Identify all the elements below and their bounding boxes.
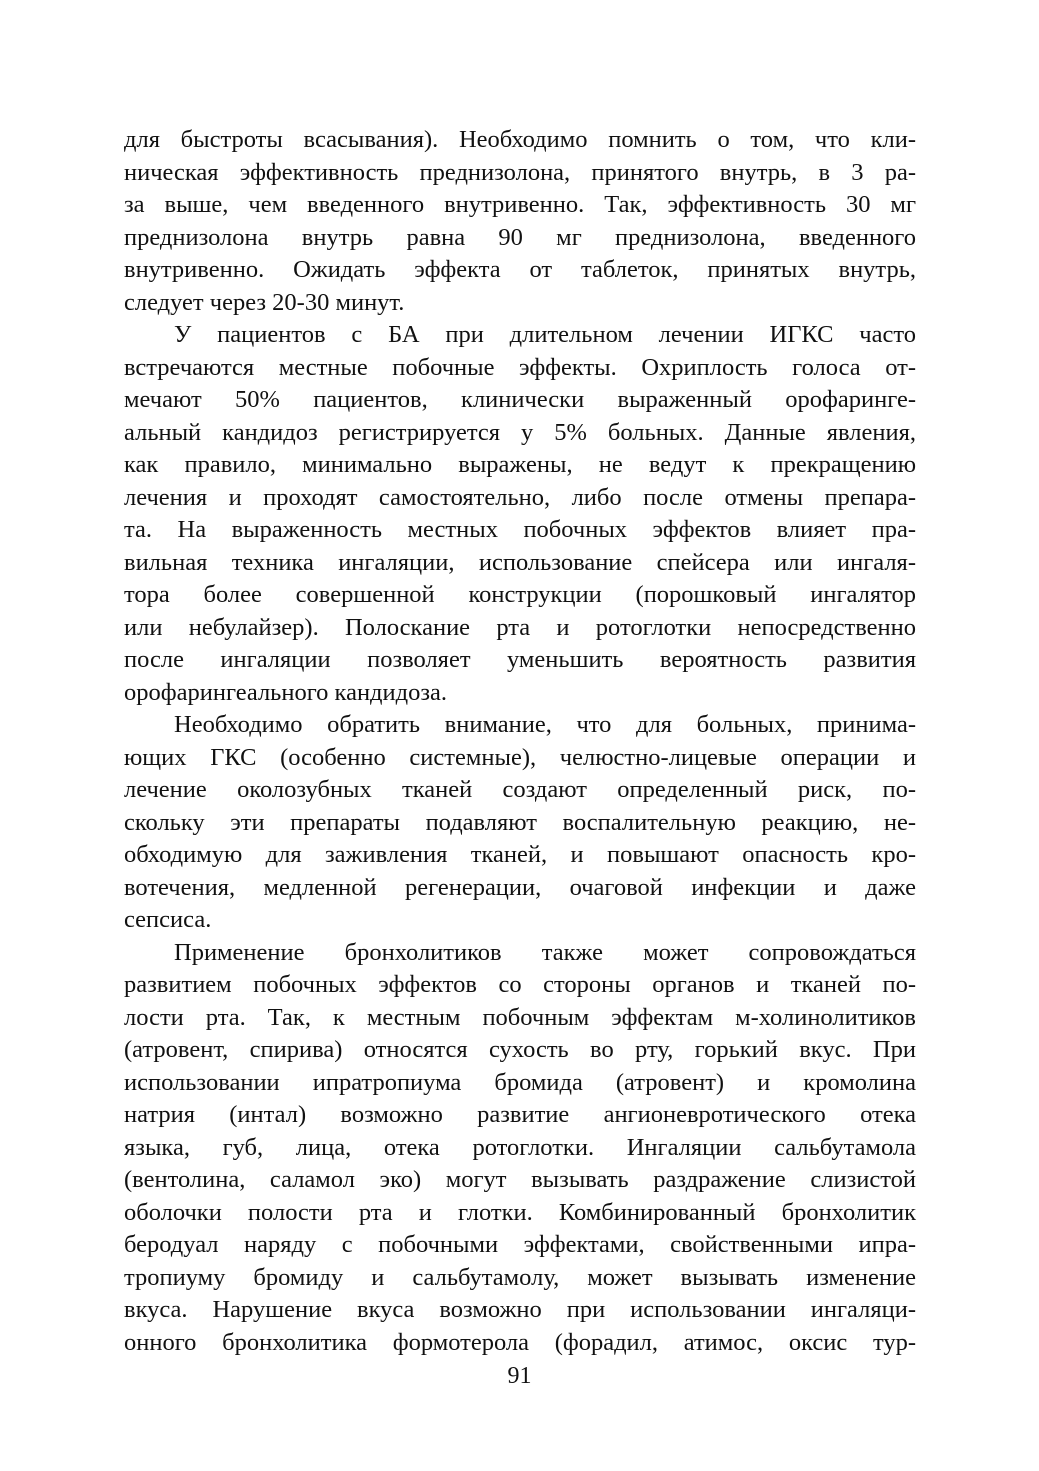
text-line: для быстроты всасывания). Необходимо помнить о том, что кли- [124, 126, 916, 153]
text-line: встречаются местные побочные эффекты. Охриплость голоса от- [124, 353, 916, 381]
text-line: онного бронхолитика формотерола (форадил, атимос, оксис тур- [124, 1328, 916, 1356]
text-line: вотечения, медленной регенерации, очаговой инфекции и даже [124, 873, 916, 901]
text-line: следует через 20-30 минут. [124, 288, 405, 316]
text-line: ническая эффективность преднизолона, принятого внутрь, в 3 ра- [124, 158, 916, 186]
text-line: лечения и проходят самостоятельно, либо после отмены препара- [124, 483, 916, 511]
text-line: скольку эти препараты подавляют воспалительную реакцию, не- [124, 808, 916, 836]
text-line: ющих ГКС (особенно системные), челюстно-лицевые операции и [124, 743, 916, 771]
paragraph [124, 709, 916, 937]
text-line: вкуса. Нарушение вкуса возможно при использовании ингаляци- [124, 1296, 916, 1323]
text-line: мечают 50% пациентов, клинически выраженный орофаринге- [124, 386, 916, 413]
text-line: языка, губ, лица, отека ротоглотки. Ингаляции сальбутамола [124, 1133, 916, 1161]
body-text [124, 124, 916, 1359]
text-line: натрия (интал) возможно развитие ангионевротического отека [124, 1101, 916, 1128]
text-line: обходимую для заживления тканей, и повышают опасность кро- [124, 841, 916, 868]
text-line: тропиуму бромиду и сальбутамолу, может вызывать изменение [124, 1263, 916, 1291]
text-line: лечение околозубных тканей создают определенный риск, по- [124, 776, 916, 803]
paragraph [124, 937, 916, 1360]
paragraph [124, 319, 916, 709]
text-line: Применение бронхолитиков также может сопровождаться [174, 938, 916, 966]
text-line: использовании ипратропиума бромида (атровент) и кромолина [124, 1068, 916, 1096]
text-line: (вентолина, саламол эко) могут вызывать раздражение слизистой [124, 1166, 916, 1193]
page-number: 91 [507, 1363, 532, 1389]
text-line: преднизолона внутрь равна 90 мг преднизолона, введенного [124, 223, 916, 251]
text-line: беродуал наряду с побочными эффектами, свойственными ипра- [124, 1231, 916, 1258]
text-line: орофарингеального кандидоза. [124, 678, 448, 706]
text-line: лости рта. Так, к местным побочным эффектам м-холинолитиков [124, 1003, 916, 1031]
text-line: Необходимо обратить внимание, что для больных, принима- [174, 711, 916, 738]
text-line: та. На выраженность местных побочных эффектов влияет пра- [124, 516, 916, 543]
text-line: за выше, чем введенного внутривенно. Так, эффективность 30 мг [124, 191, 916, 218]
text-line: вильная техника ингаляции, использование спейсера или ингаля- [124, 548, 916, 576]
text-line: как правило, минимально выражены, не ведут к прекращению [124, 451, 916, 478]
text-line: внутривенно. Ожидать эффекта от таблеток, принятых внутрь, [124, 256, 916, 283]
text-line: (атровент, спирива) относятся сухость во рту, горький вкус. При [124, 1036, 916, 1063]
text-line: или небулайзер). Полоскание рта и ротоглотки непосредственно [124, 613, 916, 641]
text-line: после ингаляции позволяет уменьшить вероятность развития [124, 646, 916, 673]
text-line: тора более совершенной конструкции (порошковый ингалятор [124, 581, 916, 608]
text-line: сепсиса. [124, 906, 212, 933]
text-line: развитием побочных эффектов со стороны органов и тканей по- [124, 971, 916, 998]
text-line: оболочки полости рта и глотки. Комбинированный бронхолитик [124, 1198, 916, 1226]
paragraph [124, 124, 916, 319]
text-line: У пациентов с БА при длительном лечении ИГКС часто [174, 321, 916, 348]
text-line: альный кандидоз регистрируется у 5% больных. Данные явления, [124, 418, 916, 446]
